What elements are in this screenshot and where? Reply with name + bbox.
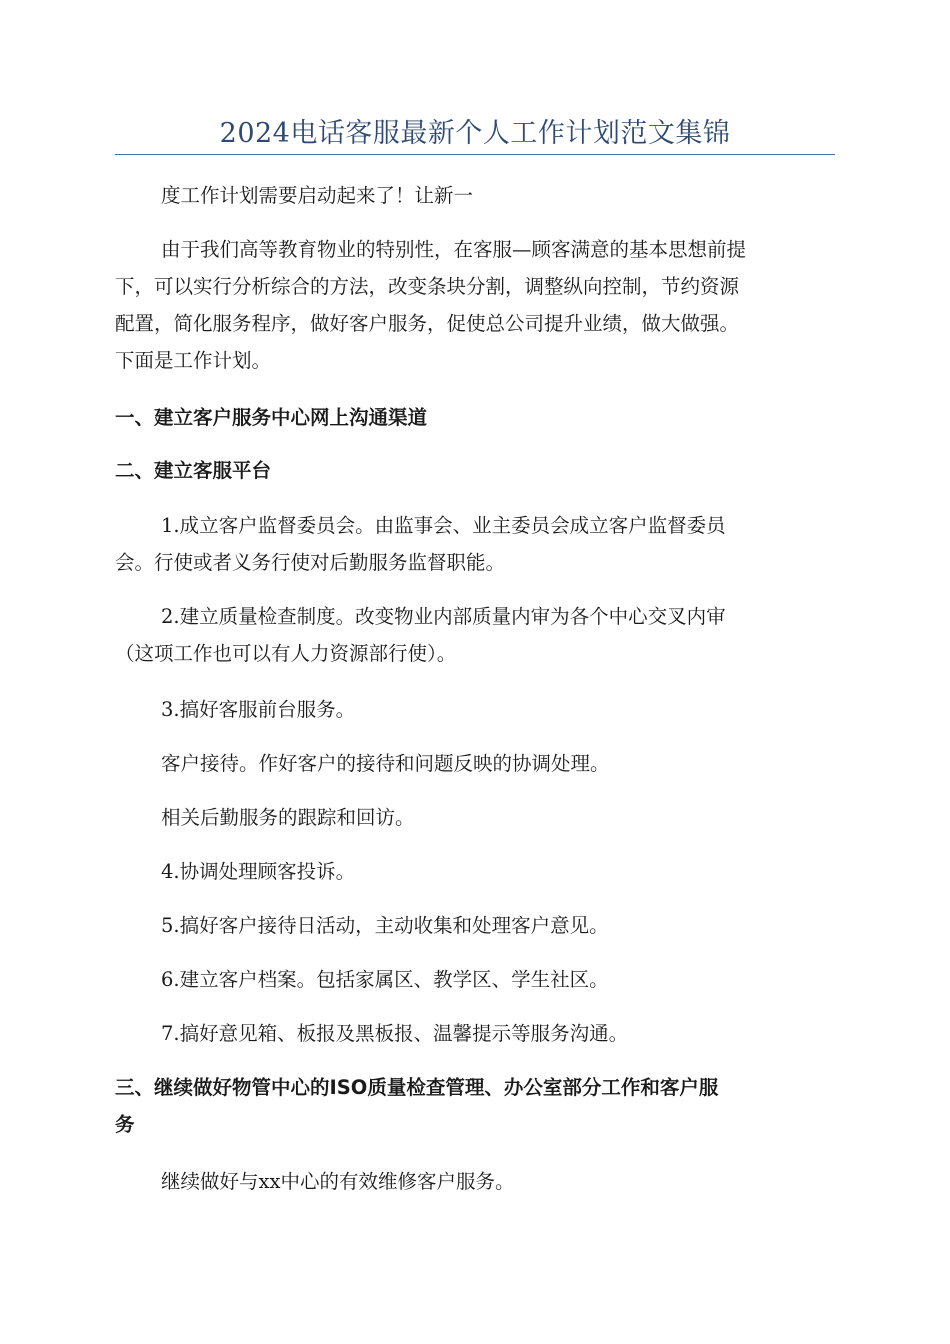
document-title: 2024电话客服最新个人工作计划范文集锦 bbox=[219, 118, 731, 149]
section-heading-2 bbox=[115, 452, 835, 489]
title-underline bbox=[115, 154, 835, 155]
list-item-5: 5.搞好客户接待日活动，主动收集和处理客户意见。 bbox=[161, 914, 609, 937]
list-item-2-line-2: （这项工作也可以有人力资源部行使）。 bbox=[115, 642, 457, 665]
list-item-4: 4.协调处理顾客投诉。 bbox=[161, 860, 356, 883]
section-heading-2-text: 二、建立客服平台 bbox=[115, 459, 272, 482]
section-heading-1 bbox=[115, 399, 835, 436]
list-item-2-line-1: 2.建立质量检查制度。改变物业内部质量内审为各个中心交叉内审 bbox=[161, 605, 726, 628]
list-item-1-line-2: 会。行使或者义务行使对后勤服务监督职能。 bbox=[115, 551, 506, 574]
intro-line-4: 下面是工作计划。 bbox=[115, 349, 272, 372]
list-item-1-line-1: 1.成立客户监督委员会。由监事会、业主委员会成立客户监督委员 bbox=[161, 514, 726, 537]
list-item-6: 6.建立客户档案。包括家属区、教学区、学生社区。 bbox=[161, 968, 609, 991]
section-heading-3-line-2: 务 bbox=[115, 1113, 135, 1136]
intro-line-2: 下，可以实行分析综合的方法，改变条块分割，调整纵向控制，节约资源 bbox=[115, 275, 740, 298]
intro-line-3: 配置，简化服务程序，做好客户服务，促使总公司提升业绩，做大做强。 bbox=[115, 312, 740, 335]
list-item-1 bbox=[115, 507, 835, 581]
intro-fragment: 度工作计划需要启动起来了！让新一 bbox=[161, 184, 474, 207]
section-heading-3 bbox=[115, 1069, 835, 1143]
section-heading-1-text: 一、建立客户服务中心网上沟通渠道 bbox=[115, 406, 428, 429]
list-item-3: 3.搞好客服前台服务。 bbox=[161, 698, 356, 721]
list-item-3a: 客户接待。作好客户的接待和问题反映的协调处理。 bbox=[161, 752, 610, 775]
list-item-3b: 相关后勤服务的跟踪和回访。 bbox=[161, 806, 415, 829]
intro-line-1: 由于我们高等教育物业的特别性，在客服—顾客满意的基本思想前提 bbox=[161, 238, 747, 261]
closing-paragraph: 继续做好与xx中心的有效维修客户服务。 bbox=[161, 1170, 515, 1193]
intro-paragraph bbox=[115, 231, 835, 379]
list-item-7: 7.搞好意见箱、板报及黑板报、温馨提示等服务沟通。 bbox=[161, 1022, 629, 1045]
section-heading-3-line-1: 三、继续做好物管中心的ISO质量检查管理、办公室部分工作和客户服 bbox=[115, 1076, 719, 1099]
list-item-2 bbox=[115, 598, 835, 672]
